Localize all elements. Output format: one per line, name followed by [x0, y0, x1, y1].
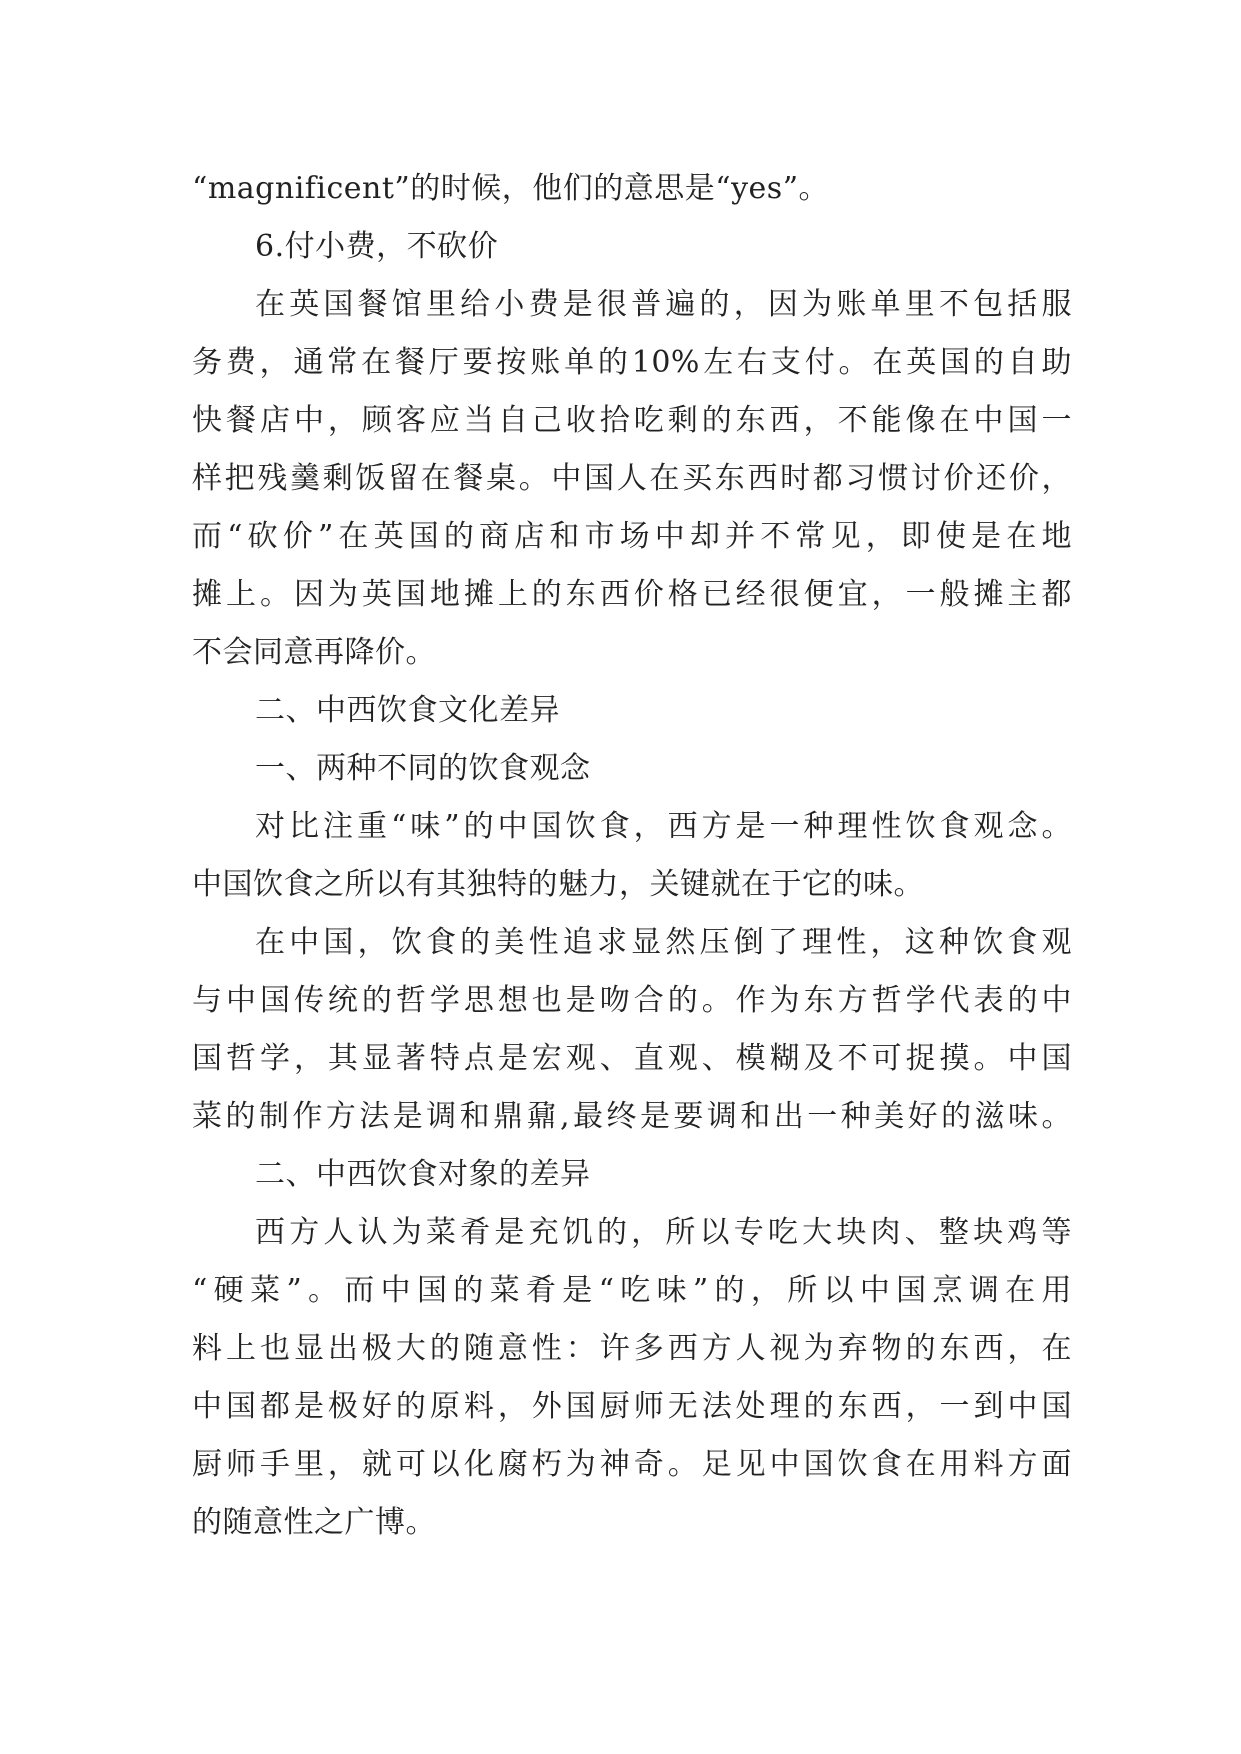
section-heading: 6.付小费，不砍价	[255, 229, 499, 264]
paragraph-line: 与中国传统的哲学思想也是吻合的。作为东方哲学代表的中	[192, 983, 1072, 1018]
subsection-heading: 一、两种不同的饮食观念	[255, 751, 591, 786]
paragraph-line: 菜的制作方法是调和鼎鼐,最终是要调和出一种美好的滋味。	[192, 1099, 1072, 1134]
paragraph-line: 在英国餐馆里给小费是很普遍的，因为账单里不包括服	[255, 287, 1072, 322]
paragraph-line: 西方人认为菜肴是充饥的，所以专吃大块肉、整块鸡等	[255, 1215, 1072, 1250]
text-line: “magnificent”的时候，他们的意思是“yes”。	[192, 171, 830, 206]
paragraph-line: 厨师手里，就可以化腐朽为神奇。足见中国饮食在用料方面	[192, 1447, 1072, 1482]
paragraph-line: 摊上。因为英国地摊上的东西价格已经很便宜，一般摊主都	[192, 577, 1072, 612]
paragraph-line: 中国都是极好的原料，外国厨师无法处理的东西，一到中国	[192, 1389, 1072, 1424]
paragraph-line: “硬菜”。而中国的菜肴是“吃味”的，所以中国烹调在用	[192, 1273, 1072, 1308]
paragraph-line: 国哲学，其显著特点是宏观、直观、模糊及不可捉摸。中国	[192, 1041, 1072, 1076]
paragraph-line: 中国饮食之所以有其独特的魅力，关键就在于它的味。	[192, 867, 924, 902]
paragraph-line: 的随意性之广博。	[192, 1505, 436, 1540]
paragraph-line: 样把残羹剩饭留在餐桌。中国人在买东西时都习惯讨价还价，	[192, 461, 1072, 496]
paragraph-line: 不会同意再降价。	[192, 635, 436, 670]
paragraph-line: 对比注重“味”的中国饮食，西方是一种理性饮食观念。	[255, 809, 1072, 844]
paragraph-line: 在中国，饮食的美性追求显然压倒了理性，这种饮食观	[255, 925, 1072, 960]
paragraph-line: 而“砍价”在英国的商店和市场中却并不常见，即使是在地	[192, 519, 1072, 554]
section-heading: 二、中西饮食文化差异	[255, 693, 560, 728]
paragraph-line: 务费，通常在餐厅要按账单的10%左右支付。在英国的自助	[192, 345, 1072, 380]
subsection-heading: 二、中西饮食对象的差异	[255, 1157, 591, 1192]
paragraph-line: 快餐店中，顾客应当自己收拾吃剩的东西，不能像在中国一	[192, 403, 1072, 438]
document-body	[192, 160, 1072, 1552]
paragraph-line: 料上也显出极大的随意性：许多西方人视为弃物的东西，在	[192, 1331, 1072, 1366]
